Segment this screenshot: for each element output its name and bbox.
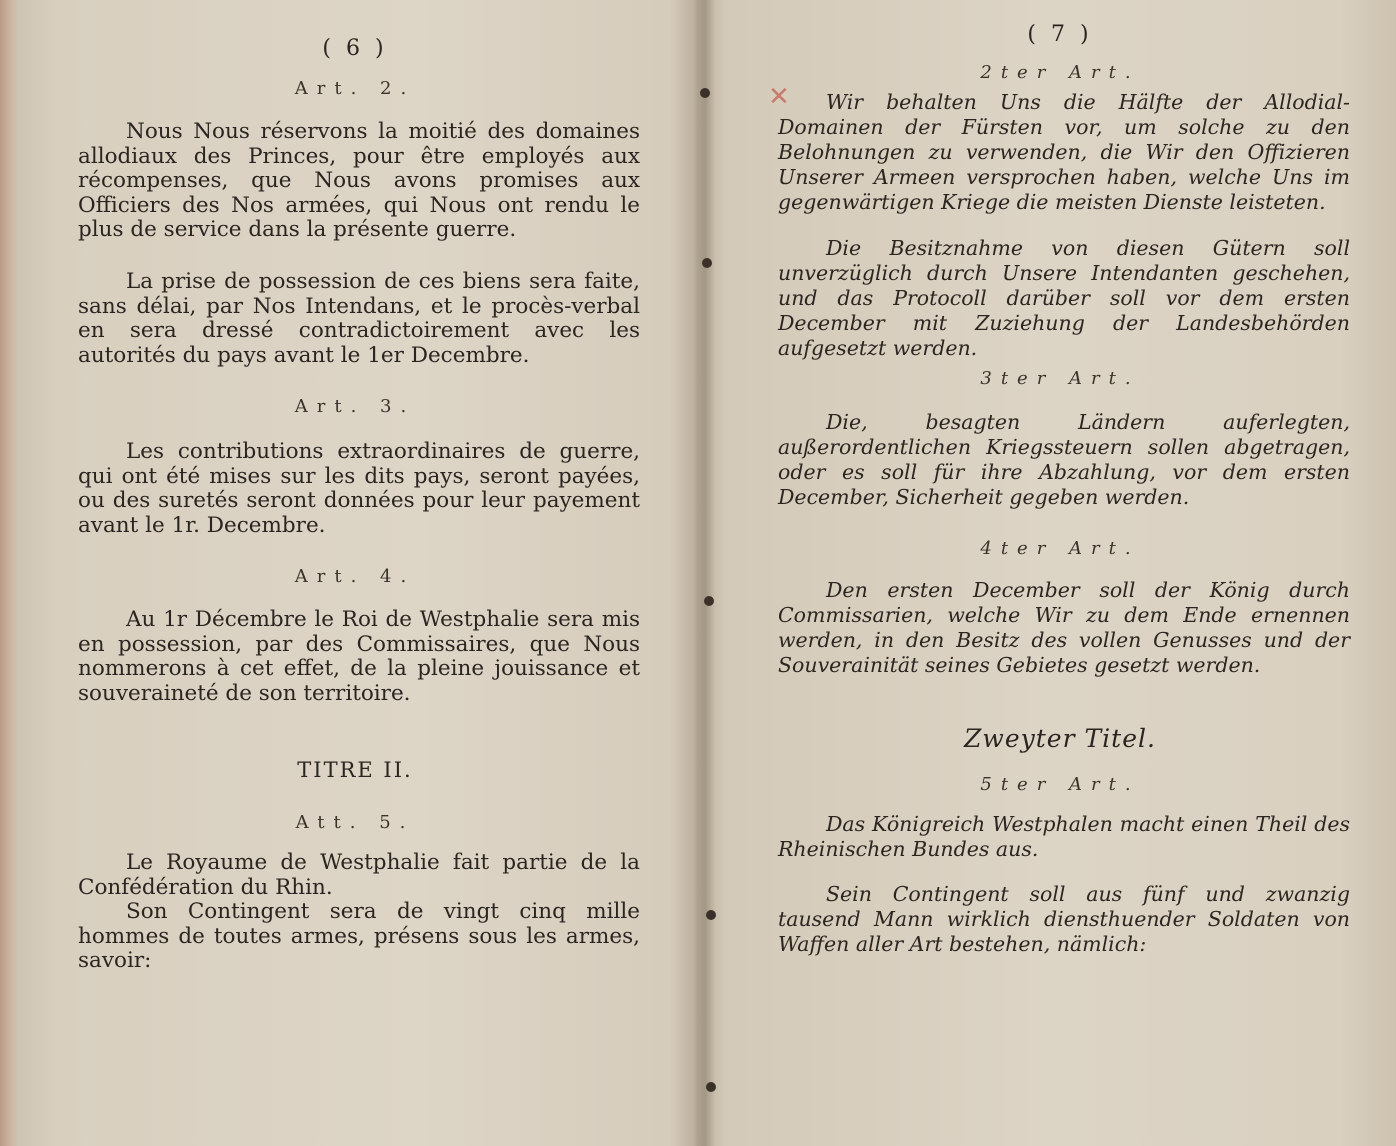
book-gutter — [693, 0, 715, 1146]
article-paragraph: Son Contingent sera de vingt cinq mille hommes de toutes armes, présens sous les armes, savoir: — [78, 899, 640, 974]
article-paragraph: Den ersten December soll der König durch Commissarien, welche Wir zu dem Ende ernennen werden, in den Besitz des vollen Genusses und der Souverainität seines Gebietes gesetzt werden. — [778, 578, 1350, 677]
article-heading: Art. 3. — [294, 396, 416, 417]
article-paragraph: La prise de possession de ces biens sera faite, sans délai, par Nos Intendans, et le procès-verbal en sera dressé contradictoirement avec les autorités du pays avant le 1er Decembre. — [78, 269, 640, 368]
binding-stitch — [706, 910, 716, 920]
article-paragraph: Le Royaume de Westphalie fait partie de la Confédération du Rhin. — [78, 850, 640, 900]
pencil-mark-icon: ✕ — [768, 82, 790, 112]
right-page — [770, 0, 1350, 1146]
article-paragraph: Die Besitznahme von diesen Gütern soll unverzüglich durch Unsere Intendanten geschehen, und das Protocoll darüber soll vor dem ersten December mit Zuziehung der Landesbehörden aufgesetzt werden. — [778, 236, 1350, 360]
page-number: ( 6 ) — [322, 36, 388, 61]
article-heading: 4ter Art. — [980, 538, 1140, 559]
binding-stitch — [704, 596, 714, 606]
section-title: Zweyter Titel. — [964, 724, 1156, 753]
article-paragraph: Les contributions extraordinaires de guerre, qui ont été mises sur les dits pays, seront payées, ou des suretés seront données pour leur payement avant le 1r. Decembre. — [78, 439, 640, 538]
article-heading: Att. 5. — [295, 812, 415, 833]
article-paragraph: Wir behalten Uns die Hälfte der Allodial-Domainen der Fürsten vor, um solche zu den Belohnungen zu verwenden, die Wir den Offizieren Unserer Armeen versprochen haben, welche Uns im gegenwärtigen Kriege die meisten Dienste leisteten. — [778, 90, 1350, 214]
article-paragraph: Sein Contingent soll aus fünf und zwanzig tausend Mann wirklich diensthuender Soldaten von Waffen aller Art bestehen, nämlich: — [778, 882, 1350, 956]
article-paragraph: Nous Nous réservons la moitié des domaines allodiaux des Princes, pour être employés aux récompenses, que Nous avons promises aux Officiers des Nos armées, qui Nous ont rendu le plus de service dans la présente guerre. — [78, 119, 640, 243]
page-number: ( 7 ) — [1027, 22, 1093, 47]
article-paragraph: Das Königreich Westphalen macht einen Theil des Rheinischen Bundes aus. — [778, 812, 1350, 861]
section-title: TITRE II. — [297, 758, 413, 782]
binding-stitch — [706, 1082, 716, 1092]
article-heading: Art. 2. — [294, 78, 416, 99]
article-heading: 2ter Art. — [980, 62, 1140, 83]
binding-stitch — [702, 258, 712, 268]
article-heading: Art. 4. — [294, 566, 416, 587]
article-paragraph: Die, besagten Ländern auferlegten, außerordentlichen Kriegssteuern sollen abgetragen, oder es soll für ihre Abzahlung, vor dem ersten December, Sicherheit gegeben werden. — [778, 410, 1350, 509]
article-paragraph: Au 1r Décembre le Roi de Westphalie sera mis en possession, par des Commissaires, que Nous nommerons à cet effet, de la pleine jouissance et souveraineté de son territoire. — [78, 607, 640, 706]
left-page — [70, 0, 640, 1146]
page-edge — [0, 0, 18, 1146]
article-heading: 5ter Art. — [980, 774, 1140, 795]
article-heading: 3ter Art. — [980, 368, 1140, 389]
binding-stitch — [700, 88, 710, 98]
